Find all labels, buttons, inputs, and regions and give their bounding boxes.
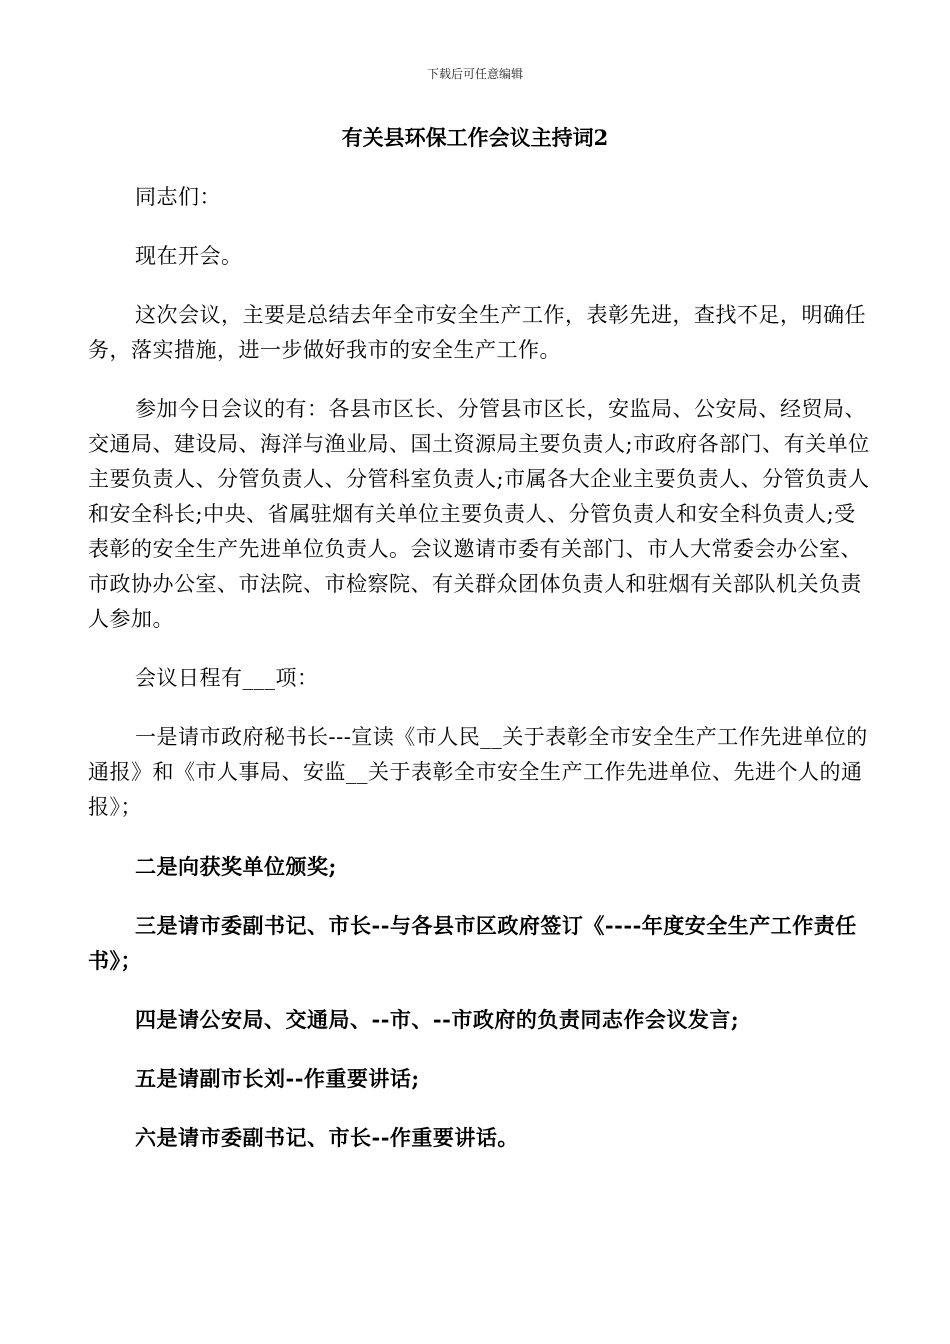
agenda-item-1: 一是请市政府秘书长---宣读《市人民__关于表彰全市安全生产工作先进单位的通报》和《市人事局、安监__关于表彰全市安全生产工作先进单位、先进个人的通报》； xyxy=(88,725,868,819)
header-note: 下载后可任意编辑 xyxy=(426,67,523,81)
paragraph-opening: 现在开会。 xyxy=(135,244,243,268)
agenda-item-6: 六是请市委副书记、市长--作重要讲话。 xyxy=(135,1125,519,1150)
document-title: 有关县环保工作会议主持词2 xyxy=(341,125,609,150)
paragraph-agenda-intro: 会议日程有___项： xyxy=(135,666,319,690)
paragraph-attendees: 参加今日会议的有：各县市区长、分管县市区长，安监局、公安局、经贸局、交通局、建设局、海洋与渔业局、国土资源局主要负责人;市政府各部门、有关单位主要负责人、分管负责人、分管科室负责人;市属各大企业主要负责人、分管负责人和安全科长;中央、省属驻烟有关单位主要负责人、分管负责人和安全科负责人;受表彰的安全生产先进单位负责人。会议邀请市委有关部门、市人大常委会办公室、市政协办公室、市法院、市检察院、有关群众团体负责人和驻烟有关部队机关负责人参加。 xyxy=(88,397,870,631)
agenda-item-2: 二是向获奖单位颁奖; xyxy=(135,854,337,879)
agenda-item-3: 三是请市委副书记、市长--与各县市区政府签订《----年度安全生产工作责任书》； xyxy=(88,913,857,973)
paragraph-greeting: 同志们： xyxy=(135,185,221,209)
agenda-item-4: 四是请公安局、交通局、--市、--市政府的负责同志作会议发言; xyxy=(135,1007,740,1032)
agenda-item-5: 五是请副市长刘--作重要讲话; xyxy=(135,1066,420,1091)
document-body xyxy=(88,180,873,1179)
paragraph-purpose: 这次会议，主要是总结去年全市安全生产工作，表彰先进，查找不足，明确任务，落实措施，进一步做好我市的安全生产工作。 xyxy=(88,303,866,362)
